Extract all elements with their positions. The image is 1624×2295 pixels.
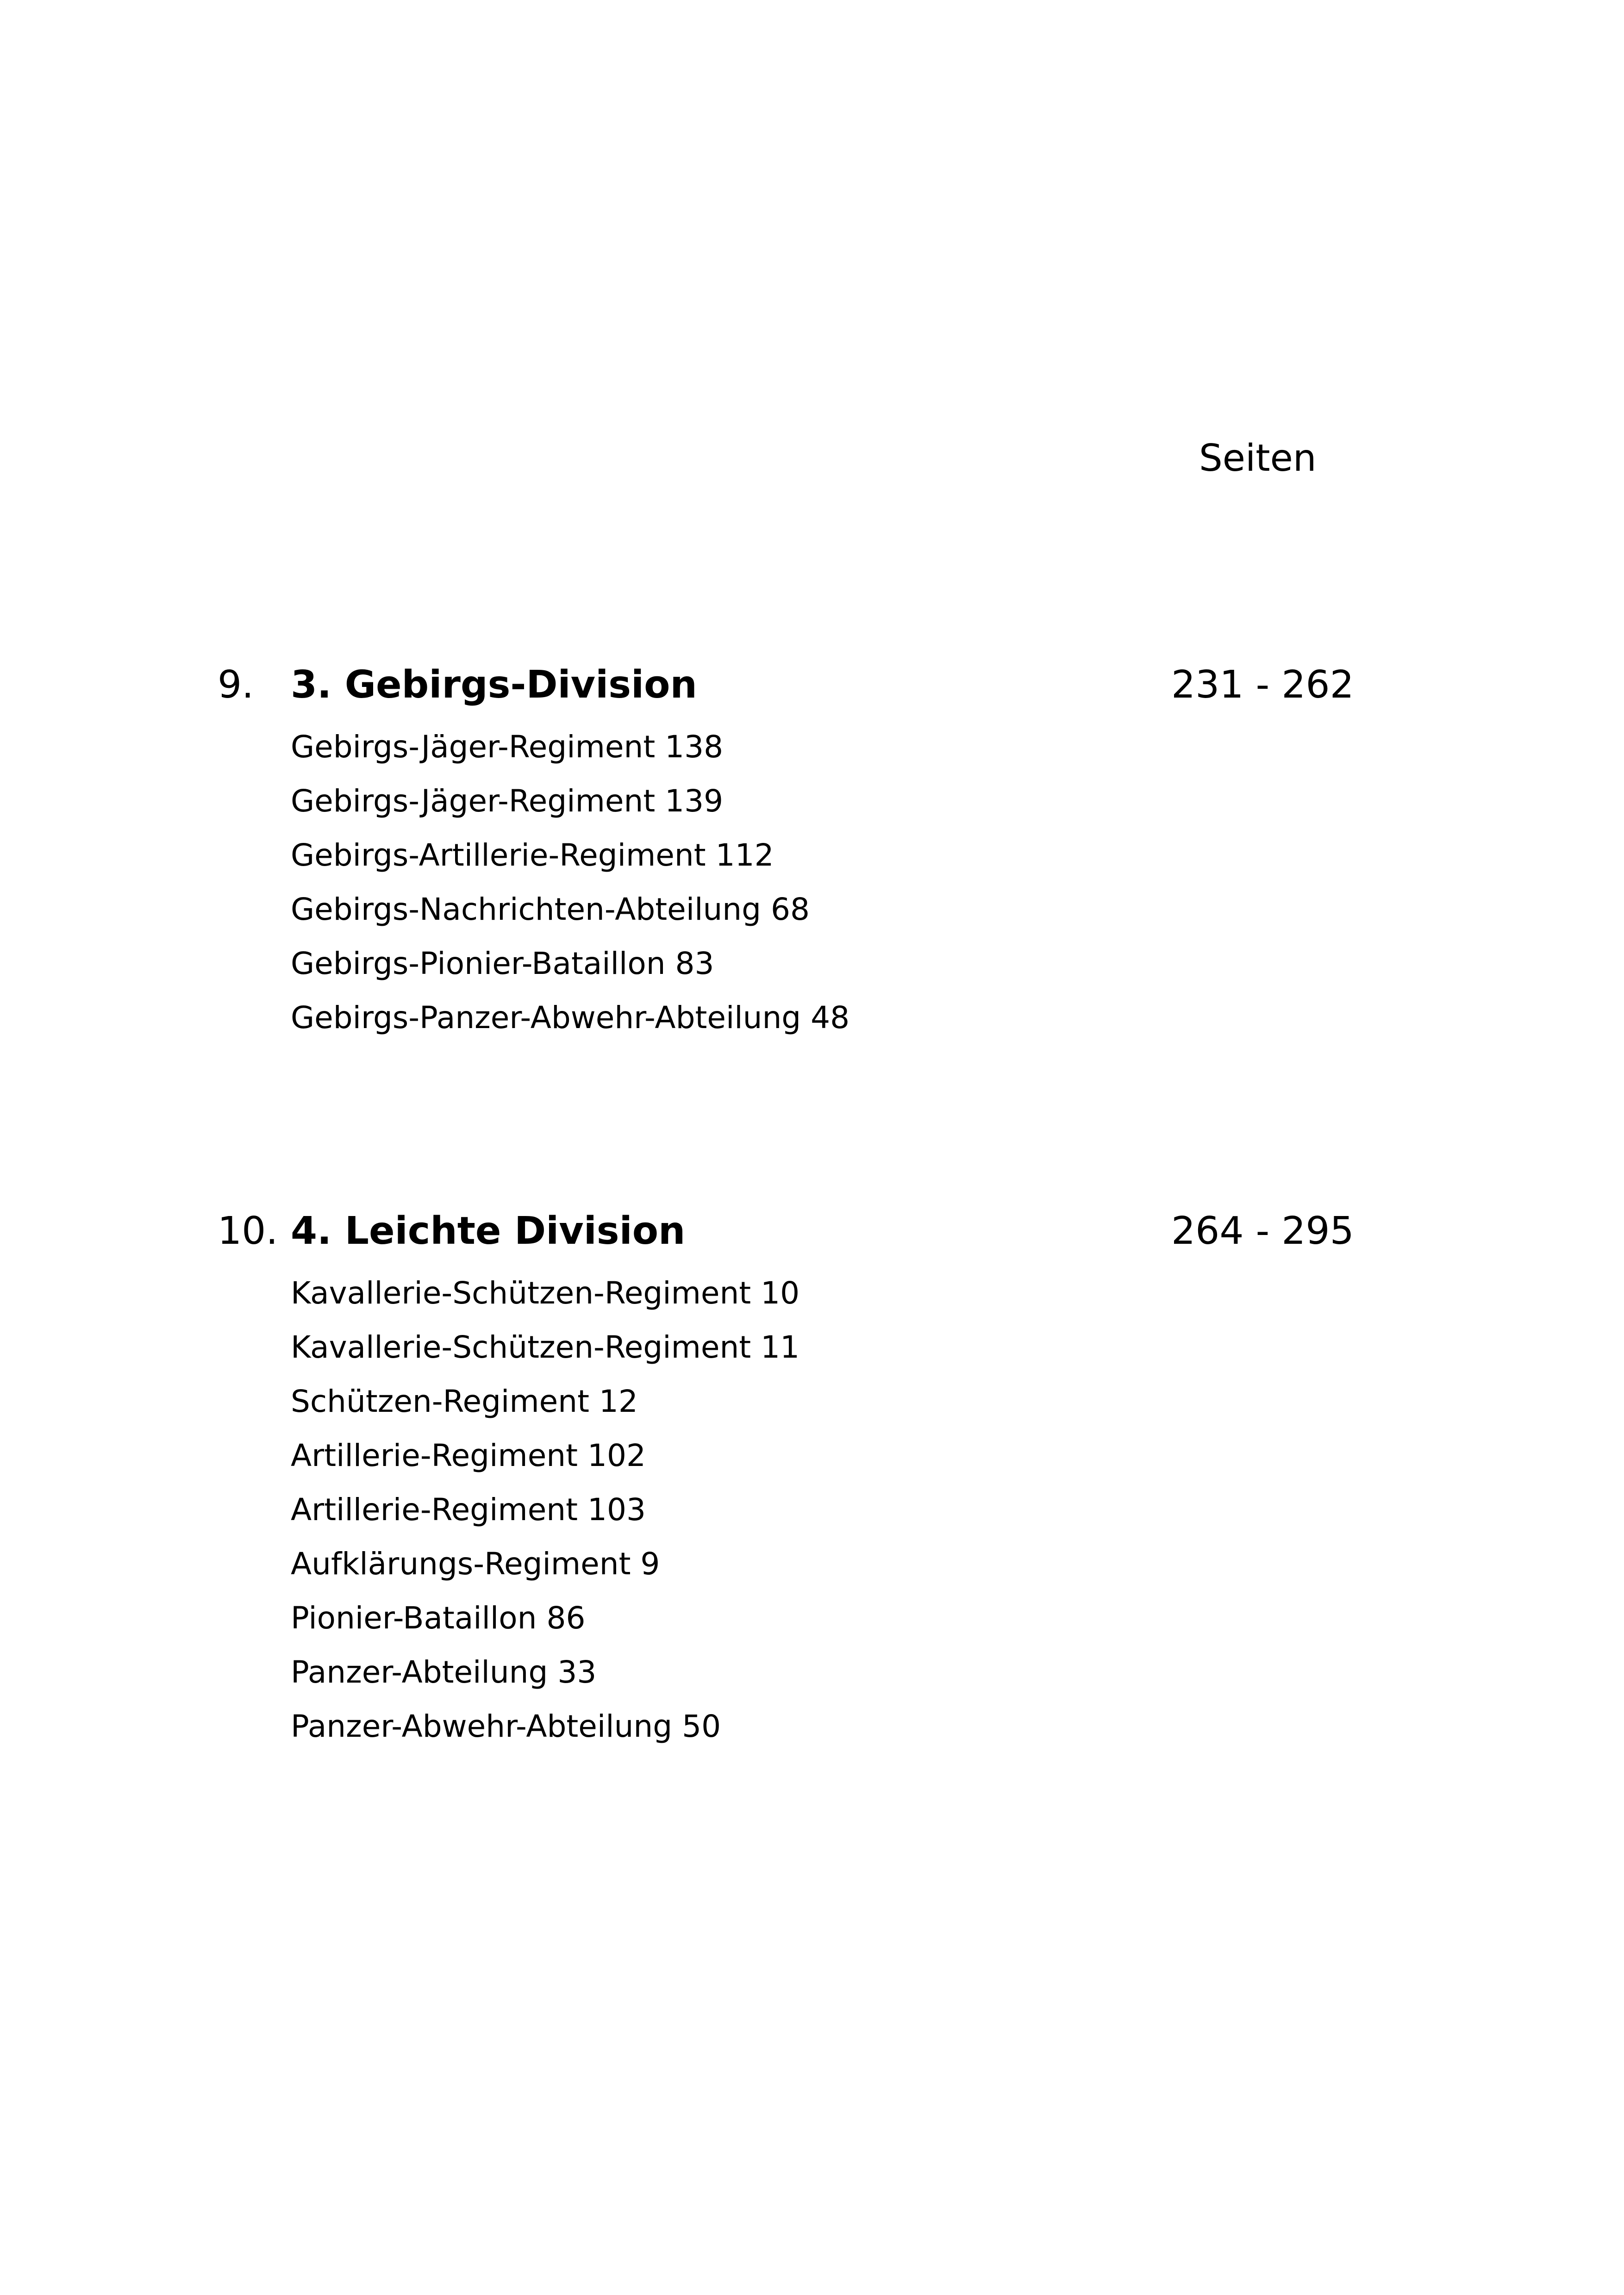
list-item: Gebirgs-Jäger-Regiment 138 — [291, 729, 724, 765]
list-item: Gebirgs-Jäger-Regiment 139 — [291, 783, 724, 819]
list-item: Panzer-Abteilung 33 — [291, 1654, 597, 1690]
list-item: Artillerie-Regiment 103 — [291, 1492, 646, 1528]
toc-section-10 — [0, 1208, 1624, 1744]
list-item: Gebirgs-Pionier-Bataillon 83 — [291, 946, 714, 981]
list-item: Gebirgs-Panzer-Abwehr-Abteilung 48 — [291, 1000, 850, 1035]
list-item: Artillerie-Regiment 102 — [291, 1438, 646, 1473]
section-heading — [0, 1208, 1624, 1254]
unit-list — [291, 720, 849, 1045]
list-item: Gebirgs-Artillerie-Regiment 112 — [291, 837, 774, 873]
section-title: 3. Gebirgs-Division — [291, 663, 697, 707]
list-item: Kavallerie-Schützen-Regiment 11 — [291, 1329, 800, 1365]
list-item: Kavallerie-Schützen-Regiment 10 — [291, 1275, 800, 1311]
list-item: Panzer-Abwehr-Abteilung 50 — [291, 1709, 721, 1744]
section-page-range: 231 - 262 — [1171, 663, 1354, 707]
list-item: Pionier-Bataillon 86 — [291, 1600, 586, 1636]
section-number: 10. — [218, 1209, 278, 1253]
pages-column-label: Seiten — [1199, 437, 1317, 480]
section-title: 4. Leichte Division — [291, 1209, 686, 1253]
unit-list — [291, 1266, 800, 1753]
toc-section-9 — [0, 662, 1624, 1035]
list-item: Gebirgs-Nachrichten-Abteilung 68 — [291, 892, 810, 927]
list-item: Aufklärungs-Regiment 9 — [291, 1546, 660, 1582]
list-item: Schützen-Regiment 12 — [291, 1384, 638, 1419]
section-number: 9. — [218, 663, 254, 707]
section-page-range: 264 - 295 — [1171, 1209, 1354, 1253]
section-heading — [0, 662, 1624, 708]
